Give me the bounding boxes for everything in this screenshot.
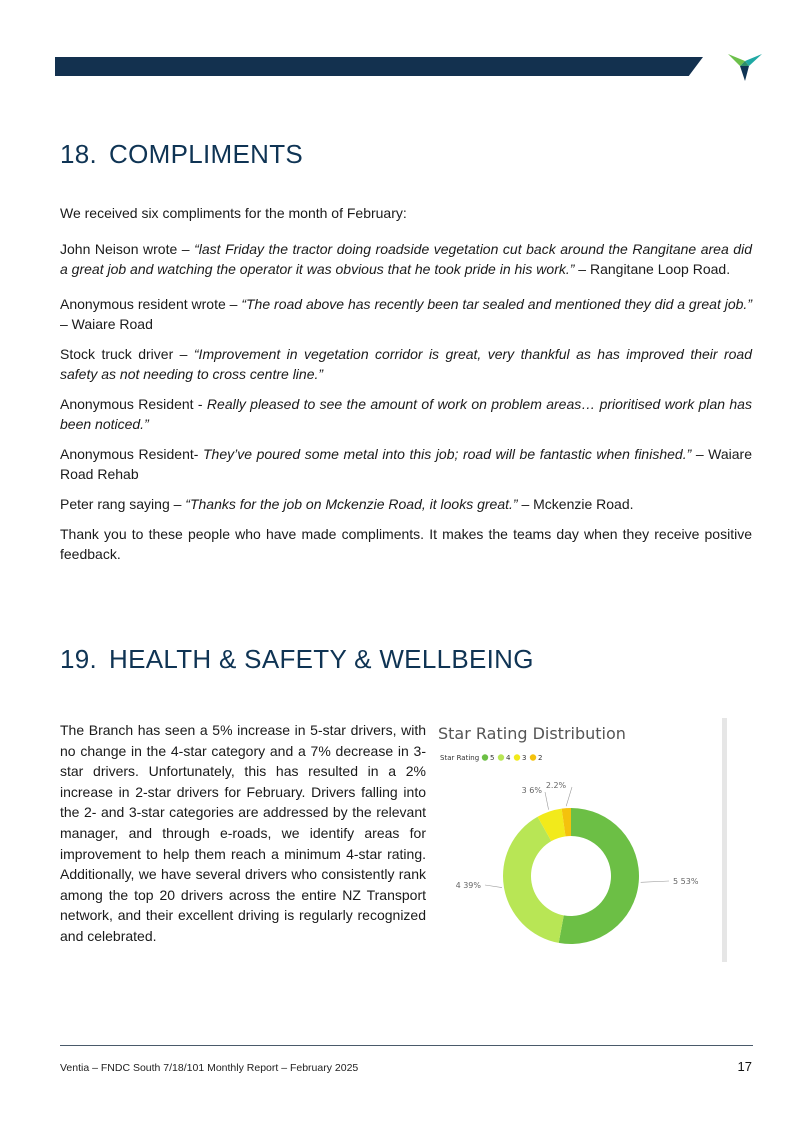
legend-label-2: 2 <box>538 754 543 762</box>
panel-edge <box>722 718 727 962</box>
compliments-closing: Thank you to these people who have made compliments. It makes the teams day when they receive positive feedback. <box>60 526 752 562</box>
header-bar <box>55 57 703 76</box>
legend-label-3: 3 <box>522 754 527 762</box>
star-rating-chart <box>433 718 721 962</box>
page-number: 17 <box>737 1059 752 1074</box>
footer-divider <box>60 1045 753 1046</box>
compliment-item: Anonymous Resident- They’ve poured some metal into this job; road will be fantastic when finished.” – Waiare Road Rehab <box>60 446 752 482</box>
leader-line-3 <box>545 792 549 810</box>
legend-title: Star Rating <box>440 754 480 762</box>
legend-marker-4 <box>498 754 504 760</box>
leader-line-4 <box>485 885 502 888</box>
leader-line-2 <box>566 787 572 806</box>
star-rating-chart-panel <box>433 718 727 962</box>
legend-label-4: 4 <box>506 754 511 762</box>
slice-label-5: 5 53% <box>673 877 699 886</box>
chart-title: Star Rating Distribution <box>438 724 626 743</box>
ventia-v-logo-icon <box>728 52 762 82</box>
compliment-item: Peter rang saying – “Thanks for the job on Mckenzie Road, it looks great.” – Mckenzie Road. <box>60 496 634 512</box>
health-safety-body: The Branch has seen a 5% increase in 5-star drivers, with no change in the 4-star category and a 7% decrease in 3-star drivers. Unfortunately, this has resulted in a 2% increase in 2-star drivers for February. Drivers falling into the 2- and 3-star categories are addressed by the relevant manager, and through e-roads, we identify areas for improvement to help them reach a minimum 4-star rating. Additionally, we have several drivers who consistently rank among the top 20 drivers across the entire NZ Transport network, and their excellent driving is regularly recognized and celebrated. <box>60 722 426 944</box>
section-19-heading: 19. HEALTH & SAFETY & WELLBEING <box>60 644 534 674</box>
section-18-heading: 18. COMPLIMENTS <box>60 139 304 169</box>
slice-label-2: 2.2% <box>545 781 567 790</box>
legend-marker-3 <box>514 754 520 760</box>
footer-text: Ventia – FNDC South 7/18/101 Monthly Report – February 2025 <box>60 1062 359 1074</box>
compliment-item: John Neison wrote – “last Friday the tractor doing roadside vegetation cut back around the Rangitane area did a great job and watching the operator it was obvious that he took pride in his work.” – Rangitane Loop Road. <box>60 241 752 277</box>
legend-label-5: 5 <box>490 754 495 762</box>
compliment-item: Anonymous Resident - Really pleased to see the amount of work on problem areas… prioritised work plan has been noticed.” <box>60 396 752 432</box>
slice-label-3: 3 6% <box>521 786 542 795</box>
compliments-content <box>60 203 752 564</box>
slice-label-4: 4 39% <box>455 881 481 890</box>
legend-marker-5 <box>482 754 488 760</box>
compliment-item: Anonymous resident wrote – “The road above has recently been tar sealed and mentioned they did a great job.” – Waiare Road <box>60 296 752 332</box>
legend-marker-2 <box>530 754 536 760</box>
compliments-intro: We received six compliments for the month of February: <box>60 205 407 221</box>
compliment-item: Stock truck driver – “Improvement in vegetation corridor is great, very thankful as has improved their road safety as not needing to cross centre line.” <box>60 346 753 382</box>
leader-line-5 <box>641 881 669 882</box>
